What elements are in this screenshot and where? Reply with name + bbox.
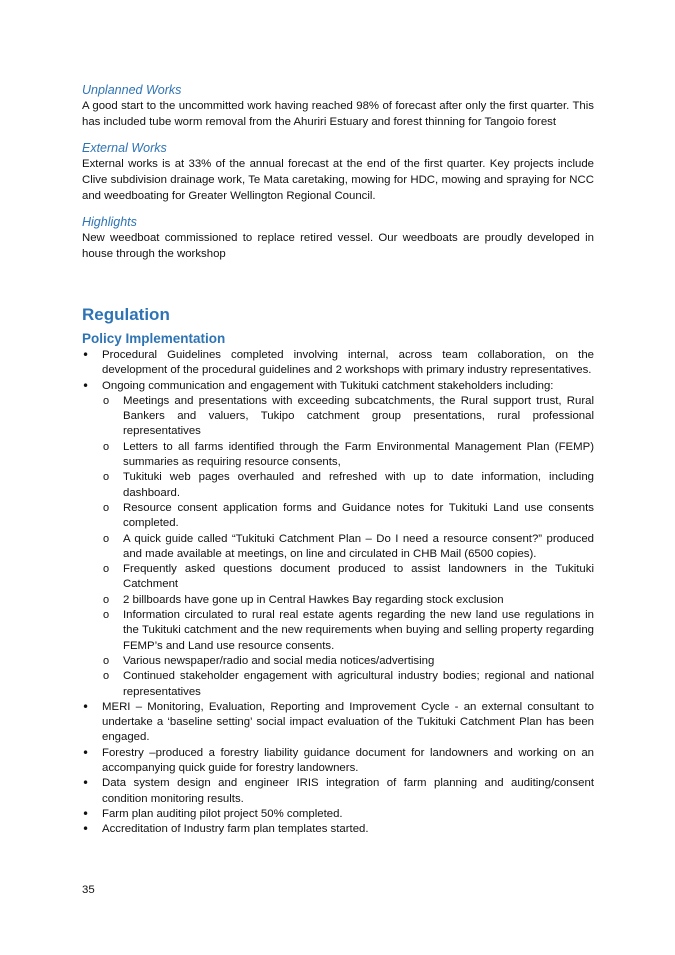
list-item: • Forestry –produced a forestry liability guidance document for landowners and working on an accompanying quick guide for forestry landowners. [82,746,594,777]
list-item-text: Ongoing communication and engagement with Tukituki catchment stakeholders including: [102,379,554,392]
sub-list-item: o Information circulated to rural real estate agents regarding the new land use regulations in the Tukituki catchment and the new requirements when buying and selling property regarding FEMP’s and Land use resource consents. [82,608,594,654]
highlights-text: New weedboat commissioned to replace retired vessel. Our weedboats are proudly developed in house through the workshop [82,232,594,260]
external-works-text: External works is at 33% of the annual forecast at the end of the first quarter. Key projects include Clive subdivision drainage work, Te Mata caretaking, mowing for HDC, mowing and spraying for NCC and weedboating for Greater Wellington Regional Council. [82,158,594,202]
external-works-heading: External Works [82,141,167,155]
sub-list-item: o A quick guide called “Tukituki Catchment Plan – Do I need a resource consent?” produced and made available at meetings, on line and circulated in CHB Mail (6500 copies). [82,532,594,563]
unplanned-works-text: A good start to the uncommitted work having reached 98% of forecast after only the first quarter. This has included tube worm removal from the Ahuriri Estuary and forest thinning for Tangoio forest [82,100,594,128]
document-page [82,82,594,838]
regulation-heading: Regulation [82,305,170,324]
list-item: • Procedural Guidelines completed involving internal, across team collaboration, on the development of the procedural guidelines and 2 workshops with primary industry representatives. [82,348,594,379]
sub-list-item: o Tukituki web pages overhauled and refreshed with up to date information, including dashboard. [82,470,594,501]
highlights-heading: Highlights [82,215,137,229]
list-item [82,379,594,394]
list-item: • MERI – Monitoring, Evaluation, Reporting and Improvement Cycle - an external consultant to undertake a ‘baseline setting’ social impact evaluation of the Tukituki Catchment Plan has been engaged. [82,700,594,746]
stakeholder-sub-list [82,394,594,700]
sub-list-item: o Resource consent application forms and Guidance notes for Tukituki Land use consents completed. [82,501,594,532]
sub-list-item: o Meetings and presentations with exceeding subcatchments, the Rural support trust, Rural Bankers and valuers, Tukipo catchment group presentations, rural professional representatives [82,394,594,440]
unplanned-works-heading: Unplanned Works [82,83,182,97]
sub-list-item: o Letters to all farms identified through the Farm Environmental Management Plan (FEMP) summaries as requiring resource consents, [82,440,594,471]
policy-implementation-heading: Policy Implementation [82,331,226,346]
list-item: • Farm plan auditing pilot project 50% completed. [82,807,594,822]
list-item: • Accreditation of Industry farm plan templates started. [82,822,594,837]
policy-bullet-list [82,348,594,394]
page-number: 35 [82,884,95,896]
policy-bullet-list-continued [82,700,594,838]
sub-list-item: o Frequently asked questions document produced to assist landowners in the Tukituki Catchment [82,562,594,593]
sub-list-item: o Various newspaper/radio and social media notices/advertising [82,654,594,669]
sub-list-item: o Continued stakeholder engagement with agricultural industry bodies; regional and national representatives [82,669,594,700]
sub-list-item: o 2 billboards have gone up in Central Hawkes Bay regarding stock exclusion [82,593,594,608]
list-item: • Data system design and engineer IRIS integration of farm planning and auditing/consent condition monitoring results. [82,776,594,807]
